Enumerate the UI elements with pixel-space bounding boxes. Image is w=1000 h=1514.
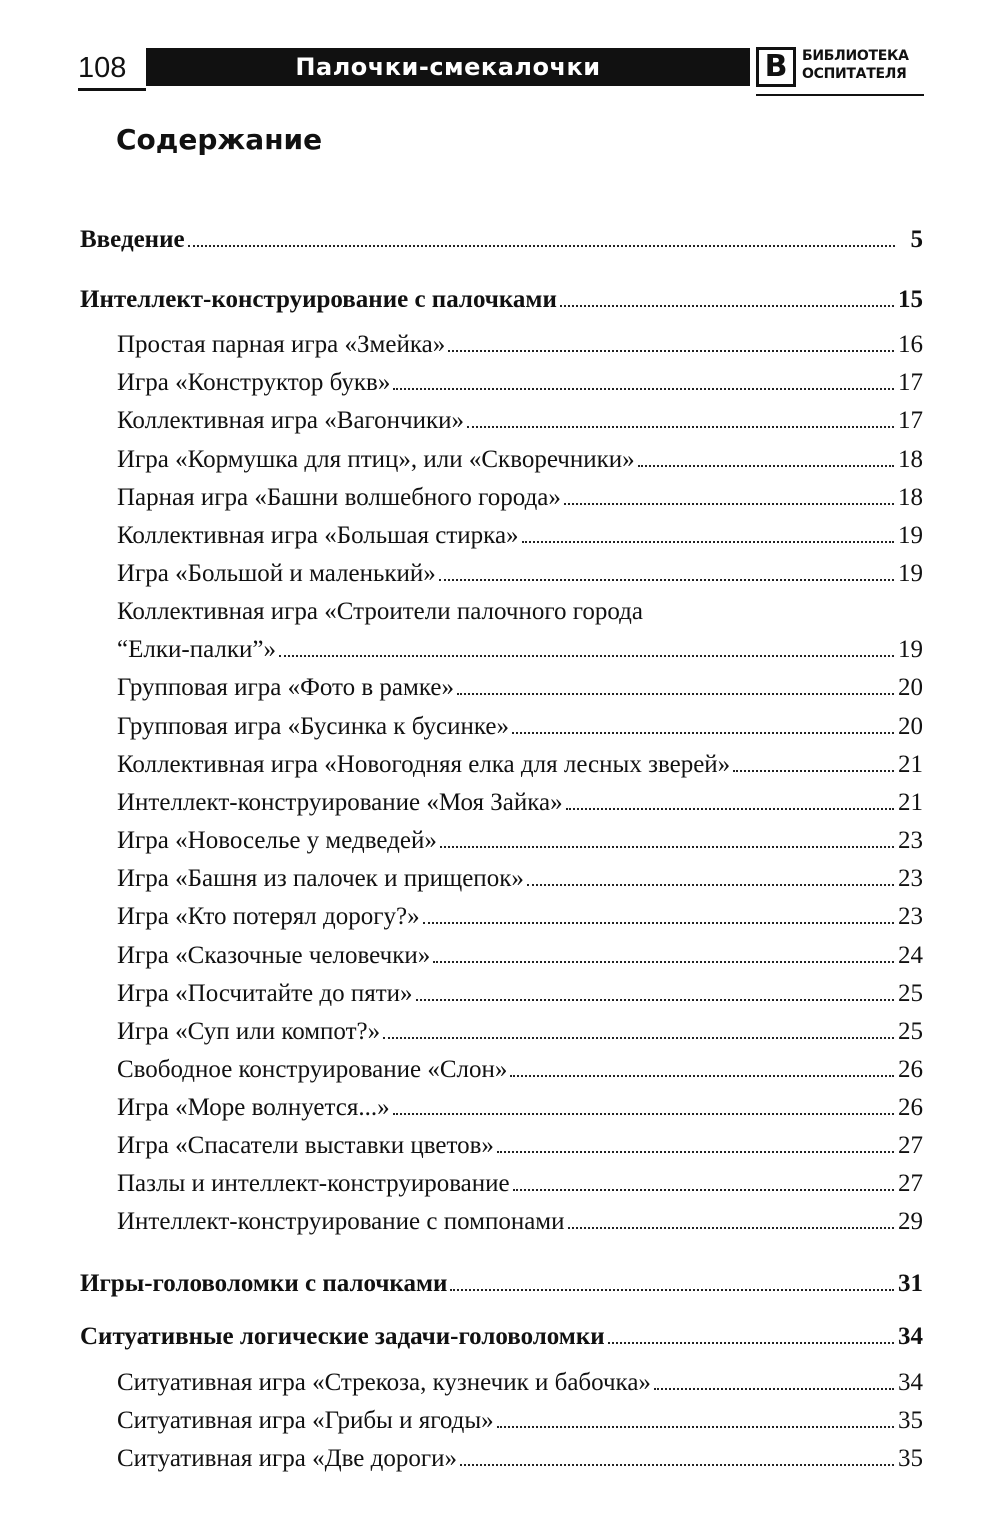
toc-entry-page: 20: [898, 674, 923, 701]
toc-entry-page: 35: [898, 1407, 923, 1434]
toc-entry: [117, 1366, 923, 1400]
toc-entry-page: 29: [898, 1208, 923, 1235]
toc-entry-page: 25: [898, 980, 923, 1007]
dot-leader: [497, 1151, 894, 1153]
toc-entry-title: Свободное конструирование «Слон»: [117, 1056, 508, 1083]
toc-entry: [117, 366, 923, 400]
page-header: [78, 44, 924, 94]
toc-entry: [117, 1129, 923, 1163]
toc-entry: [117, 786, 923, 820]
toc-entry-page: 24: [898, 942, 923, 969]
toc-entry-page: 23: [898, 865, 923, 892]
dot-leader: [440, 846, 894, 848]
toc-entry-page: 5: [910, 226, 923, 253]
contents-title: Содержание: [116, 123, 323, 156]
dot-leader: [522, 541, 894, 543]
dot-leader: [654, 1388, 894, 1390]
toc-entry: [117, 1015, 923, 1049]
logo-text: [802, 47, 924, 83]
toc-entry: [117, 1053, 923, 1087]
toc-entry-page: 19: [898, 560, 923, 587]
toc-entry-title: Парная игра «Башни волшебного города»: [117, 484, 561, 511]
dot-leader: [467, 426, 894, 428]
toc-entry-title: Групповая игра «Фото в рамке»: [117, 674, 454, 701]
toc-entry-page: 18: [898, 446, 923, 473]
toc-entry-page: 26: [898, 1056, 923, 1083]
toc-entry-page: 34: [898, 1323, 923, 1350]
page-number: 108: [78, 48, 146, 91]
toc-entry-title: Ситуативная игра «Две дороги»: [117, 1445, 457, 1472]
toc-entry-title: Коллективная игра «Вагончики»: [117, 407, 465, 434]
dot-leader: [393, 1113, 894, 1115]
toc-entry: [117, 1205, 923, 1239]
toc-entry-page: 15: [898, 286, 923, 313]
toc-entry-title: Игра «Конструктор букв»: [117, 369, 391, 396]
toc-entry: [117, 598, 923, 667]
toc-entry-page: 21: [898, 789, 923, 816]
toc-entry-title: Групповая игра «Бусинка к бусинке»: [117, 713, 509, 740]
toc-entry-title: “Елки-палки”»: [117, 636, 276, 663]
dot-leader: [527, 884, 894, 886]
dot-leader: [497, 1426, 894, 1428]
toc-entry-page: 27: [898, 1132, 923, 1159]
toc-entry: [117, 862, 923, 896]
dot-leader: [416, 999, 894, 1001]
toc-section: [80, 283, 923, 317]
toc-entry-page: 35: [898, 1445, 923, 1472]
toc-entry-title: Интеллект-конструирование с палочками: [80, 286, 557, 313]
toc-entry: [117, 443, 923, 477]
toc-entry-title: Игра «Кто потерял дорогу?»: [117, 903, 420, 930]
toc-entry: [117, 519, 923, 553]
toc-entry: [117, 1091, 923, 1125]
dot-leader: [560, 305, 894, 307]
toc-entry-title: Коллективная игра «Новогодняя елка для лесных зверей»: [117, 751, 731, 778]
toc-entry: [117, 557, 923, 591]
toc-section: [80, 1320, 923, 1354]
toc-entry-page: 27: [898, 1170, 923, 1197]
toc-entry: [117, 404, 923, 438]
toc-entry-title: Введение: [80, 226, 185, 253]
toc-entry-title: Ситуативная игра «Грибы и ягоды»: [117, 1407, 494, 1434]
toc-entry-title: Интеллект-конструирование «Моя Зайка»: [117, 789, 563, 816]
toc-entry: [117, 1167, 923, 1201]
toc-entry-title: Игра «Суп или компот?»: [117, 1018, 381, 1045]
toc-entry-page: 17: [898, 407, 923, 434]
toc-entry-page: 23: [898, 903, 923, 930]
dot-leader: [460, 1464, 894, 1466]
toc-entry: [117, 710, 923, 744]
logo-letter: В: [756, 47, 796, 87]
toc-entry-page: 19: [898, 522, 923, 549]
toc-entry: [117, 1442, 923, 1476]
dot-leader: [423, 922, 894, 924]
toc-entry-title: Игра «Кормушка для птиц», или «Скворечники»: [117, 446, 635, 473]
dot-leader: [188, 245, 895, 247]
dot-leader: [566, 808, 894, 810]
toc-entry-page: 20: [898, 713, 923, 740]
toc-entry-title: Интеллект-конструирование с помпонами: [117, 1208, 565, 1235]
toc-entry-title: Игра «Сказочные человечки»: [117, 942, 431, 969]
series-logo: [756, 44, 924, 96]
toc-entry-title: Игра «Новоселье у медведей»: [117, 827, 437, 854]
toc-entry-title: Ситуативная игра «Стрекоза, кузнечик и бабочка»: [117, 1369, 651, 1396]
toc-entry: [117, 977, 923, 1011]
toc-entry: [117, 824, 923, 858]
toc-entry-title: Игра «Спасатели выставки цветов»: [117, 1132, 494, 1159]
dot-leader: [510, 1075, 894, 1077]
dot-leader: [383, 1037, 894, 1039]
dot-leader: [439, 579, 894, 581]
dot-leader: [450, 1289, 894, 1291]
dot-leader: [393, 388, 894, 390]
toc-entry: [117, 481, 923, 515]
dot-leader: [608, 1342, 894, 1344]
toc-entry-page: 25: [898, 1018, 923, 1045]
logo-line-2: ОСПИТАТЕЛЯ: [802, 66, 907, 82]
toc-entry-page: 23: [898, 827, 923, 854]
toc-entry-page: 21: [898, 751, 923, 778]
dot-leader: [564, 503, 894, 505]
toc-section: [80, 223, 923, 257]
dot-leader: [448, 350, 894, 352]
toc-entry: [117, 328, 923, 362]
dot-leader: [513, 1189, 894, 1191]
toc-entry-title: Коллективная игра «Большая стирка»: [117, 522, 519, 549]
toc-entry-page: 18: [898, 484, 923, 511]
running-title: Палочки-смекалочки: [146, 48, 750, 86]
toc-entry-title: Ситуативные логические задачи-головоломки: [80, 1323, 605, 1350]
dot-leader: [638, 465, 894, 467]
toc-entry-title: Игра «Море волнуется...»: [117, 1094, 390, 1121]
dot-leader: [568, 1227, 895, 1229]
toc-entry-title-line-1: Коллективная игра «Строители палочного города: [117, 598, 643, 625]
toc-entry-page: 17: [898, 369, 923, 396]
toc-entry-page: 31: [898, 1270, 923, 1297]
toc-entry-title: Игры-головоломки с палочками: [80, 1270, 448, 1297]
dot-leader: [733, 770, 894, 772]
toc-entry: [117, 748, 923, 782]
toc-entry: [117, 900, 923, 934]
toc-entry-title: Игра «Большой и маленький»: [117, 560, 436, 587]
toc-entry: [117, 1404, 923, 1438]
logo-line-1: БИБЛИОТЕКА: [802, 48, 909, 64]
dot-leader: [457, 693, 894, 695]
toc-entry-page: 26: [898, 1094, 923, 1121]
dot-leader: [433, 961, 894, 963]
toc-section: [80, 1267, 923, 1301]
toc-entry-title: Игра «Башня из палочек и прищепок»: [117, 865, 524, 892]
dot-leader: [512, 732, 894, 734]
toc-entry: [117, 671, 923, 705]
toc-entry-page: 19: [898, 636, 923, 663]
toc-entry-title: Пазлы и интеллект-конструирование: [117, 1170, 510, 1197]
toc-entry: [117, 939, 923, 973]
toc-entry-title: Простая парная игра «Змейка»: [117, 331, 446, 358]
toc-entry-title: Игра «Посчитайте до пяти»: [117, 980, 413, 1007]
toc-entry-page: 34: [898, 1369, 923, 1396]
dot-leader: [279, 655, 894, 657]
toc-entry-page: 16: [898, 331, 923, 358]
